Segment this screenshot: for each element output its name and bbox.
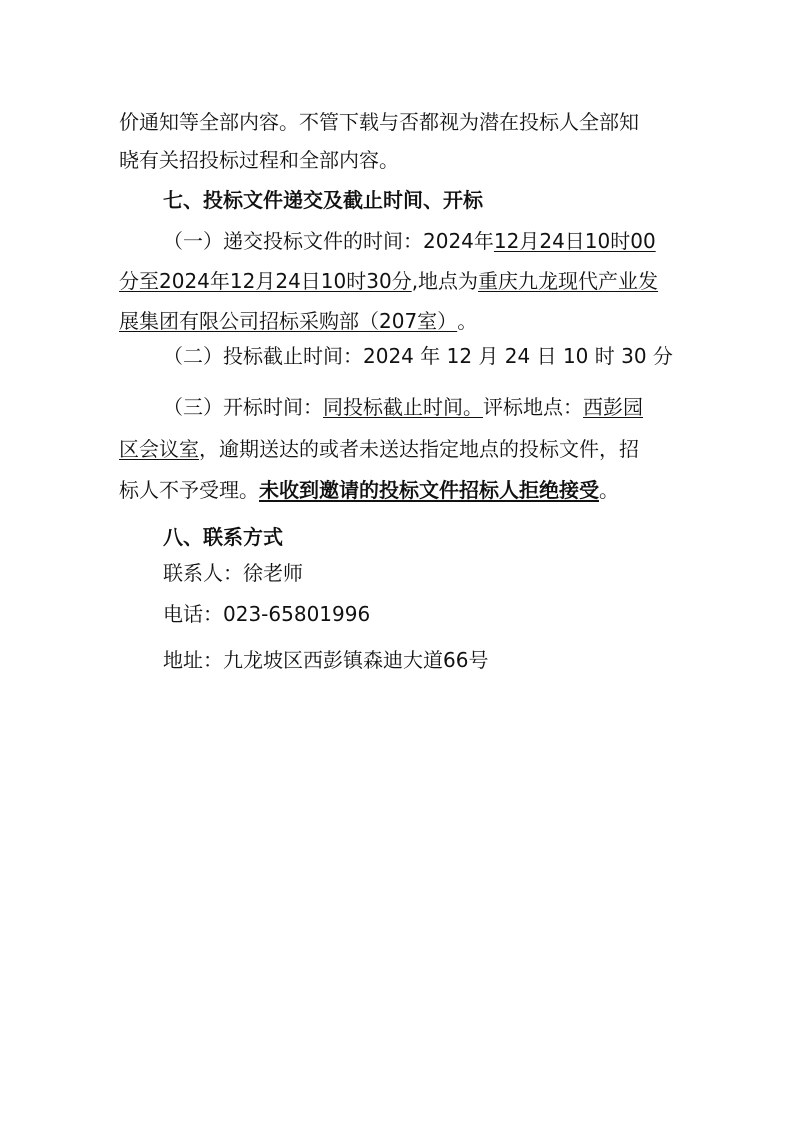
heading-text: 八、联系方式 [163,525,283,549]
item-3-line-2 [0,434,793,464]
text-span: ，逾期送达的或者未送达指定地点的投标文件，招 [199,437,639,461]
underlined-time: 同投标截止时间。 [323,395,483,419]
body-text-line [0,145,793,175]
text-span: 电话：023-65801996 [163,602,371,626]
text-span: 标人不予受理。 [119,478,259,502]
item-3-line-3 [0,475,793,505]
bold-underlined-notice: 未收到邀请的投标文件招标人拒绝接受 [259,478,599,502]
item-1-line-1 [0,226,793,256]
contact-person [0,558,793,588]
contact-phone [0,599,793,629]
item-1-line-3 [0,306,793,336]
text-span: 联系人：徐老师 [163,561,303,585]
text-span: 晓有关招投标过程和全部内容。 [119,148,399,172]
body-text-line [0,107,793,137]
underlined-location: 重庆九龙现代产业发 [478,269,659,293]
item-3-line-1 [0,392,793,422]
text-span: （三）开标时间： [163,395,323,419]
heading-text: 七、投标文件递交及截止时间、开标 [163,188,483,212]
text-span: 。 [457,309,478,333]
text-span: 价通知等全部内容。不管下载与否都视为潜在投标人全部知 [119,110,639,134]
section-heading-7 [0,185,793,215]
contact-address [0,645,793,675]
text-span: 地址：九龙坡区西彭镇森迪大道66号 [163,648,489,672]
item-1-line-2 [0,266,793,296]
section-heading-8 [0,522,793,552]
underlined-location: 区会议室 [119,437,199,461]
text-span: 评标地点： [483,395,583,419]
underlined-location: 展集团有限公司招标采购部（207室） [119,309,458,333]
text-span: 。 [599,478,619,502]
item-2-line [0,341,793,371]
text-span: （一）递交投标文件的时间：2024年 [163,229,494,253]
text-span: （二）投标截止时间：2024 年 12 月 24 日 10 时 30 分 [163,344,673,368]
underlined-time: 分至2024年12月24日10时30分 [119,269,412,293]
underlined-time: 12月24日10时00 [493,229,656,253]
text-span: ,地点为 [411,269,479,293]
underlined-location: 西彭园 [583,395,643,419]
